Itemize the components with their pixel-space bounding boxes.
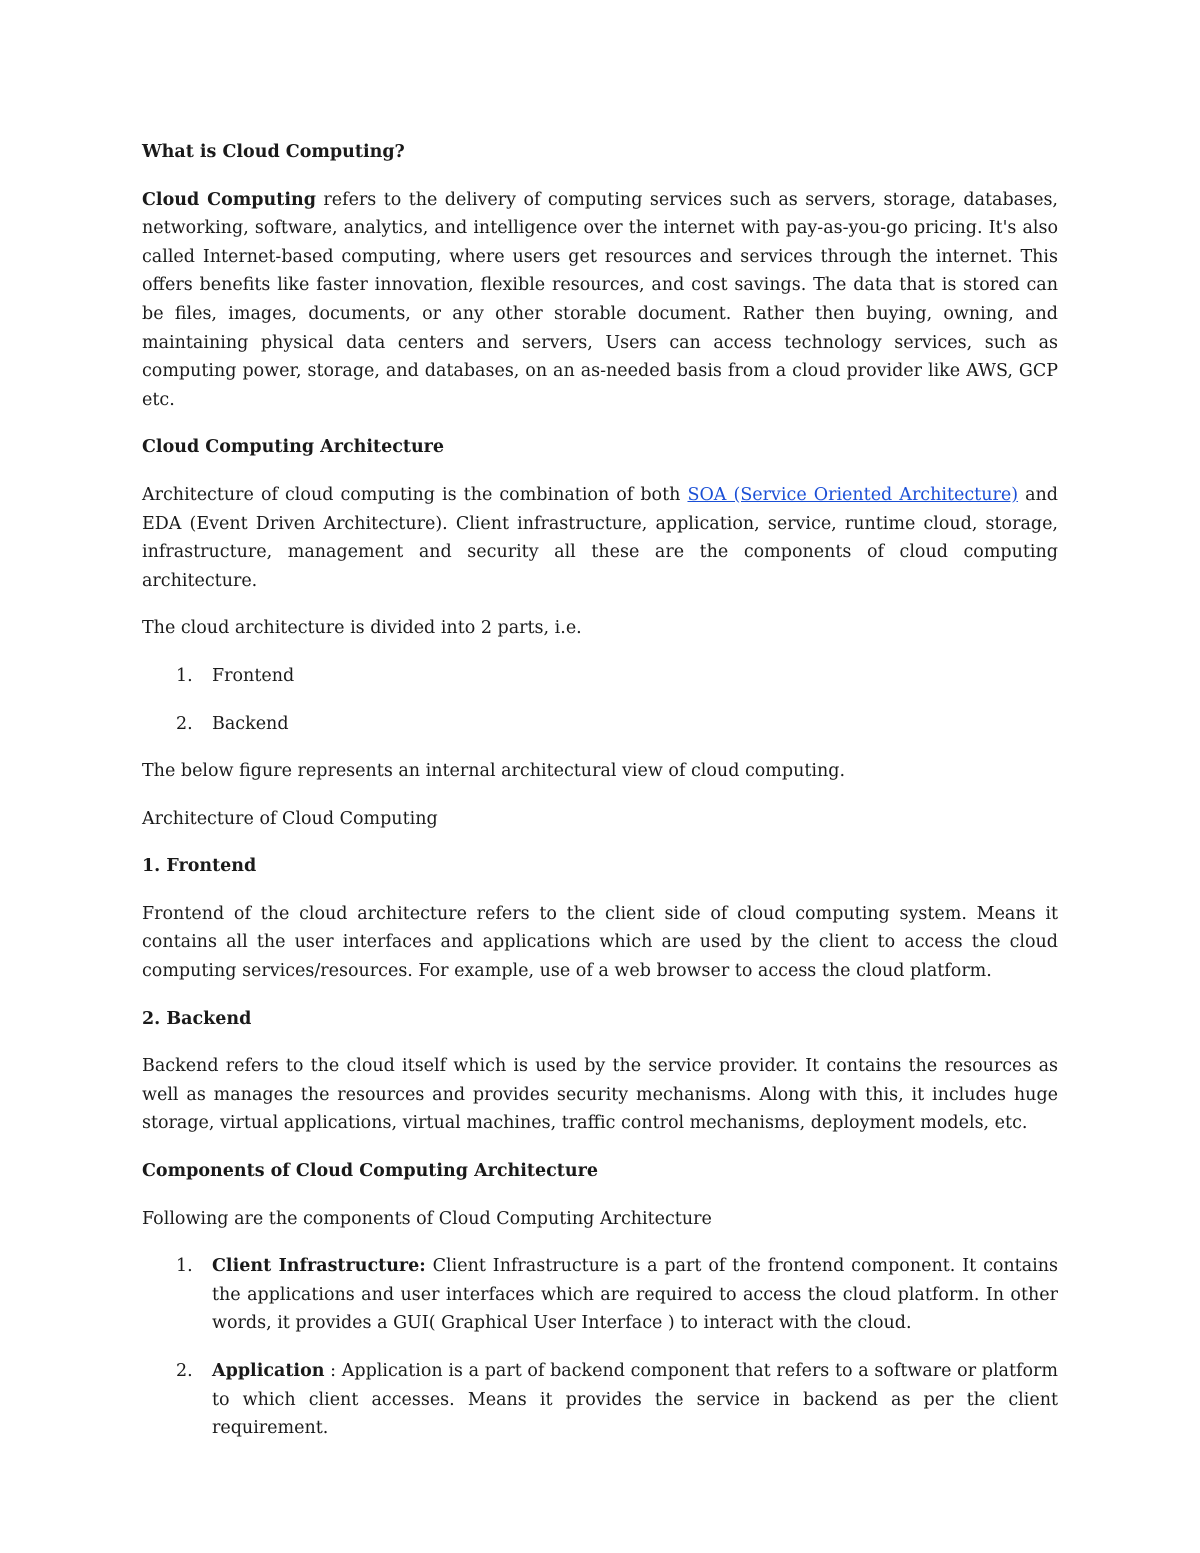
list-number: 1. xyxy=(176,665,193,686)
list-item xyxy=(142,662,1058,691)
list-item-label: Frontend xyxy=(212,665,295,686)
list-number: 2. xyxy=(176,713,193,734)
intro-text: refers to the delivery of computing services such as servers, storage, databases, networking, software, analytics, and intelligence over the internet with pay-as-you-go pricing. It's also called Internet-based computing, where users get resources and services through the internet. This offers benefits like faster innovation, flexible resources, and cost savings. The data that is stored can be files, images, documents, or any other storable document. Rather then buying, owning, and maintaining physical data centers and servers, Users can access technology services, such as computing power, storage, and databases, on an as-needed basis from a cloud provider like AWS, GCP etc. xyxy=(142,189,1058,410)
list-item xyxy=(142,710,1058,739)
architecture-text-before: Architecture of cloud computing is the combination of both xyxy=(142,484,688,505)
backend-heading: 2. Backend xyxy=(142,1008,252,1029)
component-term: Application xyxy=(212,1361,325,1381)
components-heading: Components of Cloud Computing Architecture xyxy=(142,1161,598,1182)
soa-link[interactable]: SOA (Service Oriented Architecture) xyxy=(687,484,1019,505)
backend-paragraph: Backend refers to the cloud itself which is used by the service provider. It contains the resources as well as manages the resources and provides security mechanisms. Along with this, it includes huge storage, virtual applications, virtual machines, traffic control mechanisms, deployment models, etc. xyxy=(142,1056,1058,1134)
frontend-heading: 1. Frontend xyxy=(142,856,257,877)
components-list xyxy=(142,1252,1058,1443)
list-item xyxy=(142,1252,1058,1338)
architecture-text-after: and EDA (Event Driven Architecture). Client infrastructure, application, service, runtime cloud, storage, infrastructure, management and security all these are the components of cloud computing architecture. xyxy=(142,484,1058,591)
frontend-paragraph: Frontend of the cloud architecture refers to the client side of cloud computing system. Means it contains all the user interfaces and applications which are used by the client to access the cloud computing services/resources. For example, use of a web browser to access the cloud platform. xyxy=(142,903,1058,982)
intro-term: Cloud Computing xyxy=(142,189,316,210)
component-term: Client Infrastructure: xyxy=(212,1256,426,1277)
divided-paragraph: The cloud architecture is divided into 2 parts, i.e. xyxy=(142,618,582,639)
architecture-heading: Cloud Computing Architecture xyxy=(142,437,445,458)
intro-paragraph xyxy=(142,186,1058,415)
figure-intro-paragraph: The below figure represents an internal architectural view of cloud computing. xyxy=(142,761,846,782)
list-item xyxy=(142,1357,1058,1443)
list-item-label: Backend xyxy=(212,713,289,734)
architecture-paragraph xyxy=(142,481,1058,595)
components-intro: Following are the components of Cloud Computing Architecture xyxy=(142,1208,712,1229)
parts-list xyxy=(142,662,1058,738)
document-page xyxy=(142,138,1058,1462)
list-number: 1. xyxy=(176,1256,193,1277)
list-number: 2. xyxy=(176,1361,193,1381)
figure-caption: Architecture of Cloud Computing xyxy=(142,808,438,829)
page-title: What is Cloud Computing? xyxy=(142,142,405,162)
component-text: : Application is a part of backend component that refers to a software or platform to which client accesses. Means it provides the service in backend as per the client requirement. xyxy=(212,1361,1058,1439)
component-text: Client Infrastructure is a part of the frontend component. It contains the applications and user interfaces which are required to access the cloud platform. In other words, it provides a GUI( Graphical User Interface ) to interact with the cloud. xyxy=(212,1256,1058,1334)
